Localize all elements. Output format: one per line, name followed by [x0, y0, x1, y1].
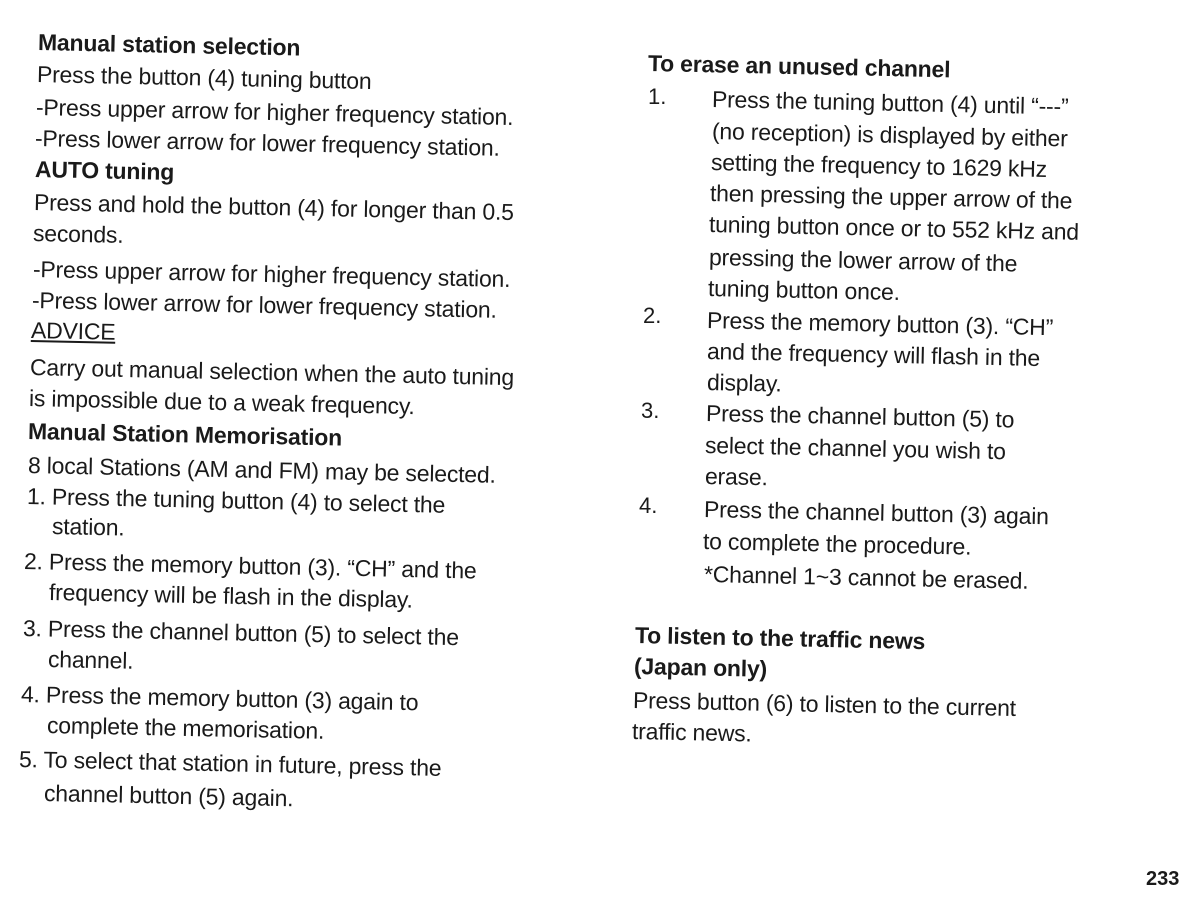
erase-step-3-line-3: erase. [704, 463, 768, 491]
erase-step-3-line-1: Press the channel button (5) to [705, 400, 1015, 433]
auto-line-3: -Press upper arrow for higher frequency station. [32, 256, 511, 292]
auto-line-2: seconds. [32, 220, 124, 248]
erase-step-2-line-2: and the frequency will flash in the [706, 338, 1041, 371]
auto-line-1: Press and hold the button (4) for longer than 0.5 [33, 189, 515, 226]
memo-step-4-line-1: 4. Press the memory button (3) again to [20, 681, 419, 716]
memo-step-2-line-1: 2. Press the memory button (3). “CH” and the [23, 548, 477, 584]
manual-line-3: -Press lower arrow for lower frequency station. [34, 125, 501, 161]
erase-step-2-line-3: display. [706, 369, 782, 397]
erase-step-1-line-7: tuning button once. [707, 275, 901, 306]
erase-step-1-number: 1. [648, 84, 667, 109]
memo-step-3-line-2: channel. [47, 646, 134, 674]
memo-step-4-line-2: complete the memorisation. [46, 712, 325, 744]
traffic-line-1: Press button (6) to listen to the current [632, 687, 1017, 722]
manual-line-2: -Press upper arrow for higher frequency station. [35, 94, 514, 130]
memo-step-1-line-1: 1. Press the tuning button (4) to select the [26, 483, 446, 518]
traffic-news-heading: To listen to the traffic news [634, 622, 926, 655]
erase-step-1-line-3: setting the frequency to 1629 kHz [710, 149, 1048, 183]
advice-line-2: is impossible due to a weak frequency. [28, 385, 415, 420]
erase-step-1-line-5: tuning button once or to 552 kHz and [708, 211, 1080, 245]
traffic-line-2: traffic news. [631, 718, 752, 747]
erase-channel-heading: To erase an unused channel [647, 50, 951, 83]
traffic-news-subheading: (Japan only) [633, 653, 768, 682]
erase-step-1-line-4: then pressing the upper arrow of the [709, 180, 1073, 214]
erase-step-3-number: 3. [641, 398, 660, 423]
erase-step-1-line-6: pressing the lower arrow of the [708, 244, 1018, 277]
manual-station-selection-heading: Manual station selection [37, 29, 301, 61]
erase-step-1-line-1: Press the tuning button (4) until “---” [711, 86, 1069, 120]
memo-step-3-line-1: 3. Press the channel button (5) to select the [22, 615, 460, 651]
memo-step-2-line-2: frequency will be flash in the display. [48, 579, 414, 613]
erase-step-4-note: *Channel 1~3 cannot be erased. [703, 561, 1029, 594]
erase-step-3-line-2: select the channel you wish to [704, 432, 1007, 465]
erase-step-4-line-2: to complete the procedure. [702, 528, 972, 560]
page-number: 233 [1146, 868, 1180, 890]
advice-heading: ADVICE [30, 317, 116, 345]
erase-step-4-number: 4. [639, 493, 658, 518]
auto-tuning-heading: AUTO tuning [34, 156, 175, 185]
erase-step-1-line-2: (no reception) is displayed by either [711, 118, 1068, 152]
erase-step-2-line-1: Press the memory button (3). “CH” [706, 307, 1054, 341]
memo-step-1-line-2: station. [51, 513, 125, 541]
auto-line-4: -Press lower arrow for lower frequency station. [31, 287, 498, 323]
erase-step-2-number: 2. [643, 303, 662, 328]
erase-step-4-line-1: Press the channel button (3) again [703, 496, 1050, 530]
manual-line-1: Press the button (4) tuning button [36, 61, 372, 95]
memo-step-5-line-2: channel button (5) again. [43, 780, 294, 812]
manual-memorisation-heading: Manual Station Memorisation [27, 418, 343, 451]
advice-line-1: Carry out manual selection when the auto tuning [29, 354, 515, 391]
memo-step-5-line-1: 5. To select that station in future, press the [18, 746, 442, 781]
memorisation-intro: 8 local Stations (AM and FM) may be selected. [27, 452, 496, 488]
